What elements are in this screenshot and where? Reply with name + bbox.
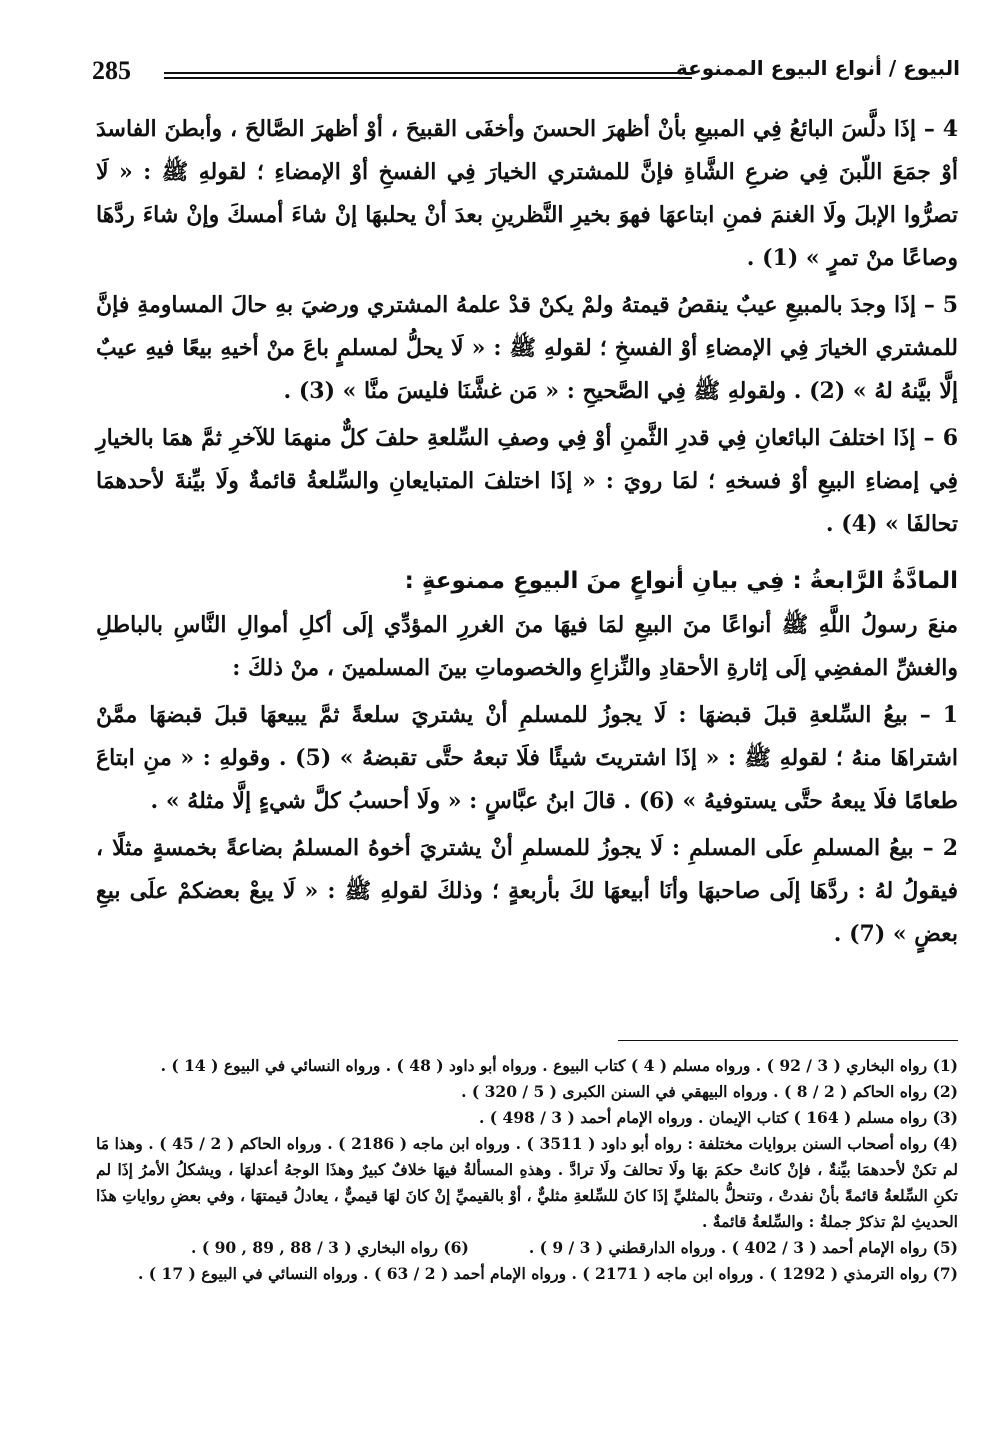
section-heading: المادَّةُ الرَّابعةُ : فِي بيانِ أنواعٍ منَ البيوعِ ممنوعةٍ : <box>404 568 958 594</box>
running-title: البيوع / أنواع البيوع الممنوعة <box>675 56 960 80</box>
footnote-3: (3) رواه مسلم ( 164 ) كتاب الإيمان . ورواه الإمام أحمد ( 3 / 498 ) . <box>478 1108 958 1127</box>
footnote-7: (7) رواه الترمذي ( 1292 ) . ورواه ابن ماجه ( 2171 ) . ورواه الإمام أحمد ( 2 / 63 ) . ورواه النسائي في البيوع ( 17 ) . <box>138 1264 958 1283</box>
paragraph-4: 4 – إذَا دلَّسَ البائعُ فِي المبيعِ بأنْ أظهرَ الحسنَ وأخفَى القبيحَ ، أوْ أظهرَ الصَّالحَ ، وأبطنَ الفاسدَ أوْ جمَعَ اللّبنَ فِي ضرعِ الشَّاةِ فإنَّ للمشتري الخيارَ فِي الفسخِ أوْ الإمضاءِ ؛ لقولهِ ﷺ : « لَا تصرُّوا الإبلَ ولَا الغنمَ فمنِ ابتاعهَا فهوَ بخيرِ النَّظرينِ بعدَ أنْ يحلبهَا إنْ شاءَ أمسكَ وإنْ شاءَ ردَّهَا وصاعًا منْ تمرٍ » (1) . <box>96 116 958 271</box>
paragraph-item-2: 2 – بيعُ المسلمِ علَى المسلمِ : لَا يجوزُ للمسلمِ أنْ يشتريَ أخوهُ المسلمُ بضاعةً بخمسةٍ مثلًا ، فيقولُ لهُ : ردَّهَا إلَى صاحبهَا وأنَا أبيعهَا لكَ بأربعةٍ ؛ وذلكَ لقولهِ ﷺ : « لَا يبعْ بعضكمْ علَى بيعِ بعضٍ » (7) . <box>96 835 958 947</box>
footnote-5: (5) رواه الإمام أحمد ( 3 / 402 ) . ورواه الدارقطني ( 3 / 9 ) . <box>528 1238 958 1257</box>
main-text <box>96 108 958 960</box>
footnote-2: (2) رواه الحاكم ( 2 / 8 ) . ورواه البيهقي في السنن الكبرى ( 5 / 320 ) . <box>461 1082 958 1101</box>
paragraph-6: 6 – إذَا اختلفَ البائعانِ فِي قدرِ الثَّمنِ أوْ فِي وصفِ السِّلعةِ حلفَ كلٌّ منهمَا للآخرِ ثمَّ همَا بالخيارِ فِي إمضاءِ البيعِ أوْ فسخهِ ؛ لمَا رويَ : « إذَا اختلفَ المتبايعانِ والسِّلعةُ قائمةٌ ولَا بيِّنةَ لأحدهمَا تحالفَا » (4) . <box>96 425 958 537</box>
page-number: 285 <box>92 56 131 85</box>
footnote-4: (4) رواه أصحاب السنن بروايات مختلفة : رواه أبو داود ( 3511 ) . ورواه ابن ماجه ( 2186 ) . ورواه الحاكم ( 2 / 45 ) . وهذا مَا لم تكنْ لأحدهمَا بيِّنةٌ ، فإنْ كانتْ حكمَ بهَا ولَا تحالفَ ولَا ترادَّ . وهذهِ المسألةُ فيهَا خلافٌ كبيرٌ وهذَا الوجهُ أعدلهَا ، ويشكلُ الأمرُ إذَا لم تكنِ السِّلعةُ قائمةً بأنْ نفدتْ ، وتنحلُّ بالمثليِّ إذَا كانَ للسِّلعةِ مثليٌّ ، أوْ بالقيميِّ إنْ كانَ لهَا قيميٌّ ، يعادلُ قيمتهَا ، وفي بعضِ رواياتِ هذَا الحديثِ لمْ تذكرْ جملةُ : والسِّلعةُ قائمةٌ . <box>96 1134 959 1231</box>
page-header <box>92 58 960 92</box>
footnote-6: (6) رواه البخاري ( 3 / 88 , 89 , 90 ) . <box>191 1238 469 1257</box>
footnote-separator <box>618 1040 958 1041</box>
intro-paragraph: منعَ رسولُ اللَّهِ ﷺ أنواعًا منَ البيعِ لمَا فيهَا منَ الغررِ المؤدِّي إلَى أكلِ أموالِ النَّاسِ بالباطلِ والغشِّ المفضِي إلَى إثارةِ الأحقادِ والنِّزاعِ والخصوماتِ بينَ المسلمينَ ، منْ ذلكَ : <box>96 612 958 681</box>
paragraph-item-1: 1 – بيعُ السِّلعةِ قبلَ قبضهَا : لَا يجوزُ للمسلمِ أنْ يشتريَ سلعةً ثمَّ يبيعهَا قبلَ قبضهَا ممَّنْ اشتراهَا منهُ ؛ لقولهِ ﷺ : « إذَا اشتريتَ شيئًا فلَا تبعهُ حتَّى تقبضهُ » (5) . وقولهِ : « منِ ابتاعَ طعامًا فلَا يبعهُ حتَّى يستوفيهُ » (6) . قالَ ابنُ عبَّاسٍ : « ولَا أحسبُ كلَّ شيءٍ إلَّا مثلهُ » . <box>96 702 958 814</box>
header-rule-double <box>164 77 692 79</box>
footnote-row <box>96 1235 958 1261</box>
paragraph-5: 5 – إذَا وجدَ بالمبيعِ عيبٌ ينقصُ قيمتهُ ولمْ يكنْ قدْ علمهُ المشتري ورضيَ بهِ حالَ المساومةِ فإنَّ للمشتري الخيارَ فِي الإمضاءِ أوْ الفسخِ ؛ لقولهِ ﷺ : « لَا يحلُّ لمسلمٍ باعَ منْ أخيهِ بيعًا فيهِ عيبٌ إلَّا بيَّنهُ لهُ » (2) . ولقولهِ ﷺ فِي الصَّحيحِ : « مَن غشَّنَا فليسَ منَّا » (3) . <box>96 292 958 404</box>
header-rule <box>164 72 692 74</box>
footnote-1: (1) رواه البخاري ( 3 / 92 ) . ورواه مسلم ( 4 ) كتاب البيوع . ورواه أبو داود ( 48 ) . ورواه النسائي في البيوع ( 14 ) . <box>160 1056 958 1075</box>
footnotes <box>96 1053 958 1287</box>
